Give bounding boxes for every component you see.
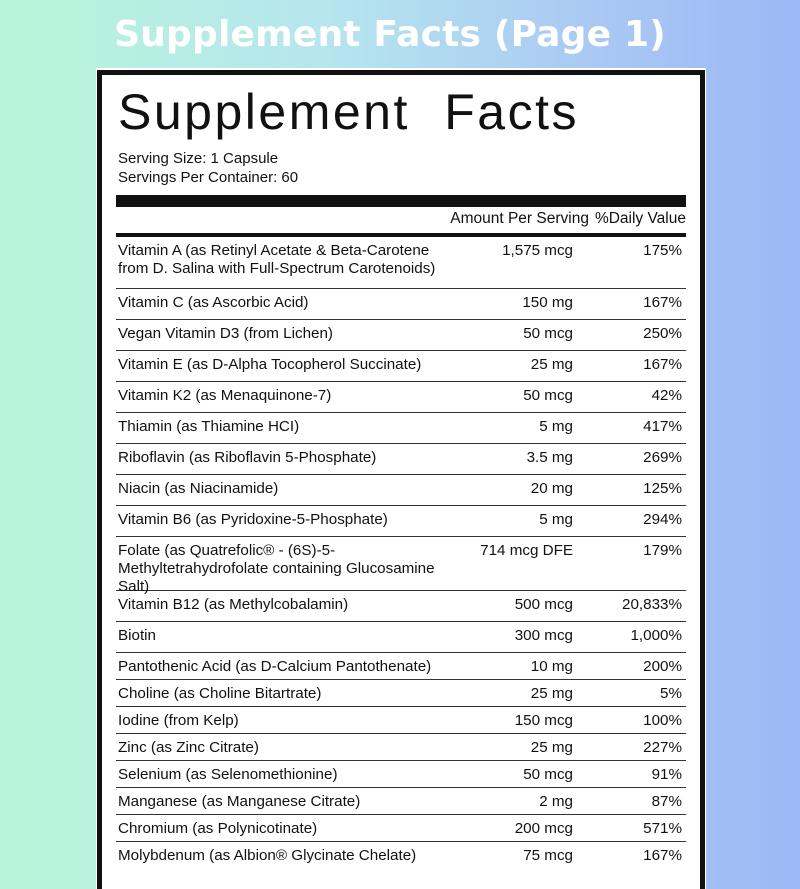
nutrient-name: Vegan Vitamin D3 (from Lichen) <box>118 325 333 342</box>
nutrient-name: Vitamin A (as Retinyl Acetate & Beta-Carotene from D. Salina with Full-Spectrum Carotenoids) <box>118 242 436 277</box>
nutrient-amount: 5 mg <box>539 511 573 528</box>
nutrient-name: Iodine (from Kelp) <box>118 712 239 729</box>
nutrient-amount: 50 mcg <box>523 387 573 404</box>
nutrient-table <box>116 237 686 888</box>
nutrient-daily-value: 1,000% <box>630 627 682 644</box>
nutrient-amount: 20 mg <box>530 480 573 497</box>
nutrient-amount: 3.5 mg <box>526 449 573 466</box>
table-row <box>116 506 686 537</box>
table-row <box>116 351 686 382</box>
nutrient-name: Manganese (as Manganese Citrate) <box>118 793 361 810</box>
servings-per-container: Servings Per Container: 60 <box>118 169 299 186</box>
nutrient-name: Selenium (as Selenomethionine) <box>118 766 338 783</box>
nutrient-name: Vitamin B12 (as Methylcobalamin) <box>118 596 349 613</box>
nutrient-daily-value: 87% <box>651 793 682 810</box>
serving-size: Serving Size: 1 Capsule <box>118 150 279 167</box>
label-title: Supplement Facts <box>118 84 579 140</box>
column-header <box>116 207 686 233</box>
nutrient-daily-value: 269% <box>643 449 682 466</box>
table-row <box>116 537 686 595</box>
table-row <box>116 761 686 788</box>
nutrient-amount: 50 mcg <box>523 766 573 783</box>
nutrient-name: Vitamin E (as D-Alpha Tocopherol Succinate) <box>118 356 422 373</box>
nutrient-daily-value: 5% <box>660 685 682 702</box>
table-row <box>116 444 686 475</box>
nutrient-daily-value: 227% <box>643 739 682 756</box>
table-row <box>116 475 686 506</box>
nutrient-name: Vitamin K2 (as Menaquinone-7) <box>118 387 332 404</box>
table-row <box>116 707 686 734</box>
nutrient-name: Choline (as Choline Bitartrate) <box>118 685 322 702</box>
table-row <box>116 591 686 622</box>
nutrient-amount: 75 mcg <box>523 847 573 864</box>
nutrient-daily-value: 294% <box>643 511 682 528</box>
nutrient-daily-value: 100% <box>643 712 682 729</box>
nutrient-amount: 714 mcg DFE <box>480 542 573 559</box>
nutrient-amount: 200 mcg <box>514 820 573 837</box>
nutrient-amount: 25 mg <box>530 685 573 702</box>
table-row <box>116 622 686 653</box>
header-daily-value: %Daily Value <box>594 210 686 227</box>
nutrient-daily-value: 42% <box>651 387 682 404</box>
nutrient-amount: 2 mg <box>539 793 573 810</box>
nutrient-amount: 150 mg <box>522 294 573 311</box>
nutrient-daily-value: 167% <box>643 356 682 373</box>
table-row <box>116 815 686 842</box>
nutrient-name: Molybdenum (as Albion® Glycinate Chelate) <box>118 847 417 864</box>
nutrient-daily-value: 179% <box>643 542 682 559</box>
table-row <box>116 413 686 444</box>
nutrient-name: Pantothenic Acid (as D-Calcium Pantothenate) <box>118 658 432 675</box>
table-row <box>116 382 686 413</box>
thick-divider <box>116 195 686 207</box>
header-amount: Amount Per Serving <box>450 210 589 227</box>
nutrient-daily-value: 200% <box>643 658 682 675</box>
nutrient-amount: 5 mg <box>539 418 573 435</box>
table-row <box>116 237 686 289</box>
page-banner-title: Supplement Facts (Page 1) <box>114 14 666 55</box>
nutrient-name: Chromium (as Polynicotinate) <box>118 820 318 837</box>
nutrient-daily-value: 571% <box>643 820 682 837</box>
nutrient-daily-value: 417% <box>643 418 682 435</box>
table-row <box>116 320 686 351</box>
nutrient-amount: 25 mg <box>530 739 573 756</box>
nutrient-daily-value: 167% <box>643 847 682 864</box>
serving-info <box>118 149 686 187</box>
table-row <box>116 734 686 761</box>
supplement-facts-label <box>97 70 705 889</box>
table-row <box>116 289 686 320</box>
table-row <box>116 680 686 707</box>
nutrient-name: Folate (as Quatrefolic® - (6S)-5-Methyltetrahydrofolate containing Glucosamine Salt) <box>118 542 435 595</box>
nutrient-name: Thiamin (as Thiamine HCI) <box>118 418 300 435</box>
nutrient-daily-value: 167% <box>643 294 682 311</box>
nutrient-amount: 300 mcg <box>514 627 573 644</box>
nutrient-amount: 50 mcg <box>523 325 573 342</box>
nutrient-daily-value: 250% <box>643 325 682 342</box>
nutrient-daily-value: 175% <box>643 242 682 259</box>
nutrient-amount: 500 mcg <box>514 596 573 613</box>
nutrient-name: Vitamin B6 (as Pyridoxine-5-Phosphate) <box>118 511 388 528</box>
nutrient-amount: 150 mcg <box>514 712 573 729</box>
nutrient-daily-value: 91% <box>651 766 682 783</box>
nutrient-daily-value: 20,833% <box>622 596 682 613</box>
nutrient-name: Zinc (as Zinc Citrate) <box>118 739 259 756</box>
nutrient-name: Niacin (as Niacinamide) <box>118 480 279 497</box>
table-row <box>116 788 686 815</box>
table-row <box>116 653 686 680</box>
nutrient-amount: 10 mg <box>530 658 573 675</box>
nutrient-daily-value: 125% <box>643 480 682 497</box>
nutrient-name: Riboflavin (as Riboflavin 5-Phosphate) <box>118 449 377 466</box>
nutrient-name: Biotin <box>118 627 156 644</box>
table-row <box>116 842 686 888</box>
nutrient-amount: 1,575 mcg <box>502 242 573 259</box>
nutrient-name: Vitamin C (as Ascorbic Acid) <box>118 294 309 311</box>
nutrient-amount: 25 mg <box>530 356 573 373</box>
